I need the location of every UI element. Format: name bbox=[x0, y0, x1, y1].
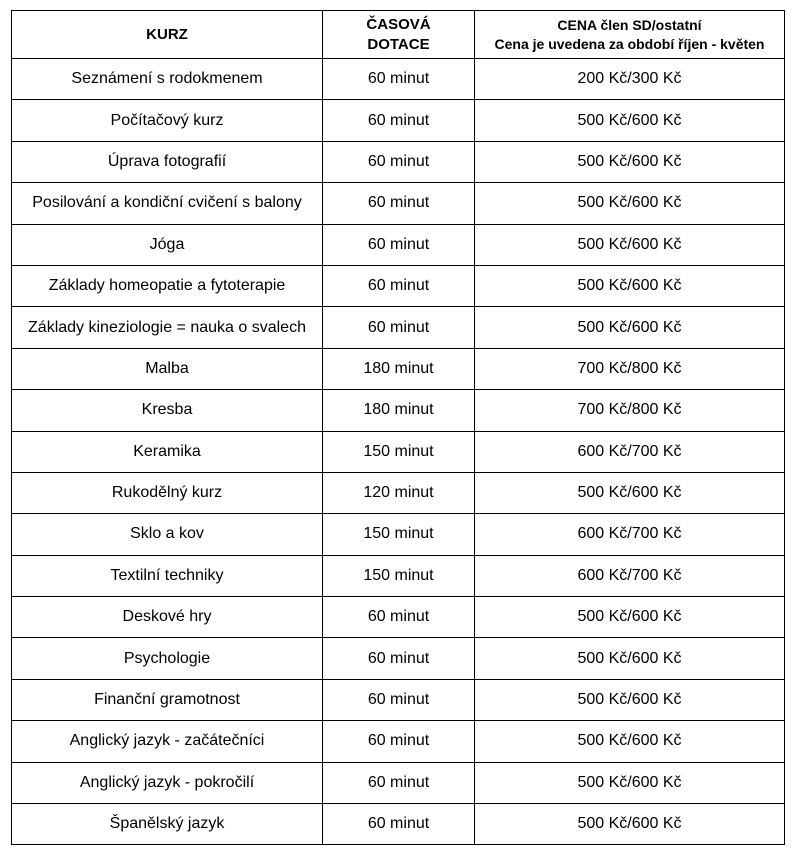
course-name-cell: Seznámení s rodokmenem bbox=[12, 59, 323, 100]
course-name-cell: Sklo a kov bbox=[12, 514, 323, 555]
price-cell: 500 Kč/600 Kč bbox=[475, 472, 785, 513]
table-row bbox=[12, 59, 785, 100]
course-name-cell: Kresba bbox=[12, 390, 323, 431]
duration-cell: 60 minut bbox=[323, 804, 475, 845]
price-cell: 500 Kč/600 Kč bbox=[475, 679, 785, 720]
table-row bbox=[12, 348, 785, 389]
price-cell: 200 Kč/300 Kč bbox=[475, 59, 785, 100]
table-row bbox=[12, 431, 785, 472]
duration-cell: 150 minut bbox=[323, 431, 475, 472]
duration-cell: 60 minut bbox=[323, 224, 475, 265]
header-duration-line1: ČASOVÁ bbox=[366, 15, 431, 33]
price-cell: 500 Kč/600 Kč bbox=[475, 762, 785, 803]
course-name-cell: Anglický jazyk - začátečníci bbox=[12, 721, 323, 762]
header-course bbox=[12, 11, 323, 59]
table-row bbox=[12, 224, 785, 265]
course-name-cell: Základy homeopatie a fytoterapie bbox=[12, 265, 323, 306]
course-name-cell: Textilní techniky bbox=[12, 555, 323, 596]
price-cell: 500 Kč/600 Kč bbox=[475, 224, 785, 265]
price-cell: 500 Kč/600 Kč bbox=[475, 721, 785, 762]
price-cell: 700 Kč/800 Kč bbox=[475, 390, 785, 431]
duration-cell: 150 minut bbox=[323, 555, 475, 596]
table-row bbox=[12, 183, 785, 224]
duration-cell: 180 minut bbox=[323, 390, 475, 431]
course-name-cell: Rukodělný kurz bbox=[12, 472, 323, 513]
duration-cell: 60 minut bbox=[323, 100, 475, 141]
duration-cell: 60 minut bbox=[323, 762, 475, 803]
header-price-line1: CENA člen SD/ostatní bbox=[557, 16, 702, 33]
course-name-cell: Úprava fotografií bbox=[12, 141, 323, 182]
header-duration bbox=[323, 11, 475, 59]
price-cell: 500 Kč/600 Kč bbox=[475, 307, 785, 348]
table-row bbox=[12, 555, 785, 596]
course-name-cell: Finanční gramotnost bbox=[12, 679, 323, 720]
table-row bbox=[12, 638, 785, 679]
table-row bbox=[12, 100, 785, 141]
course-name-cell: Posilování a kondiční cvičení s balony bbox=[12, 183, 323, 224]
course-name-cell: Psychologie bbox=[12, 638, 323, 679]
price-cell: 500 Kč/600 Kč bbox=[475, 265, 785, 306]
duration-cell: 60 minut bbox=[323, 141, 475, 182]
price-cell: 600 Kč/700 Kč bbox=[475, 514, 785, 555]
course-name-cell: Základy kineziologie = nauka o svalech bbox=[12, 307, 323, 348]
duration-cell: 60 minut bbox=[323, 597, 475, 638]
price-cell: 500 Kč/600 Kč bbox=[475, 804, 785, 845]
course-name-cell: Španělský jazyk bbox=[12, 804, 323, 845]
table-row bbox=[12, 307, 785, 348]
header-course-label: KURZ bbox=[146, 25, 188, 43]
duration-cell: 60 minut bbox=[323, 721, 475, 762]
table-body bbox=[12, 59, 785, 845]
course-price-table bbox=[11, 10, 785, 845]
header-price-line2: Cena je uvedena za období říjen - květen bbox=[494, 35, 765, 52]
price-cell: 500 Kč/600 Kč bbox=[475, 597, 785, 638]
course-name-cell: Anglický jazyk - pokročilí bbox=[12, 762, 323, 803]
price-cell: 500 Kč/600 Kč bbox=[475, 100, 785, 141]
table-row bbox=[12, 514, 785, 555]
duration-cell: 180 minut bbox=[323, 348, 475, 389]
duration-cell: 60 minut bbox=[323, 679, 475, 720]
table-row bbox=[12, 762, 785, 803]
duration-cell: 60 minut bbox=[323, 265, 475, 306]
price-cell: 600 Kč/700 Kč bbox=[475, 555, 785, 596]
duration-cell: 60 minut bbox=[323, 638, 475, 679]
table-row bbox=[12, 472, 785, 513]
price-cell: 700 Kč/800 Kč bbox=[475, 348, 785, 389]
header-row bbox=[12, 11, 785, 59]
table-row bbox=[12, 390, 785, 431]
table-row bbox=[12, 679, 785, 720]
course-name-cell: Keramika bbox=[12, 431, 323, 472]
duration-cell: 120 minut bbox=[323, 472, 475, 513]
course-name-cell: Jóga bbox=[12, 224, 323, 265]
table-header bbox=[12, 11, 785, 59]
table-row bbox=[12, 141, 785, 182]
table-row bbox=[12, 265, 785, 306]
table-row bbox=[12, 597, 785, 638]
course-name-cell: Počítačový kurz bbox=[12, 100, 323, 141]
duration-cell: 60 minut bbox=[323, 183, 475, 224]
table-row bbox=[12, 721, 785, 762]
price-cell: 500 Kč/600 Kč bbox=[475, 141, 785, 182]
course-name-cell: Deskové hry bbox=[12, 597, 323, 638]
price-cell: 500 Kč/600 Kč bbox=[475, 183, 785, 224]
header-duration-line2: DOTACE bbox=[367, 35, 430, 53]
price-cell: 500 Kč/600 Kč bbox=[475, 638, 785, 679]
table-row bbox=[12, 804, 785, 845]
duration-cell: 60 minut bbox=[323, 307, 475, 348]
course-name-cell: Malba bbox=[12, 348, 323, 389]
header-price bbox=[475, 11, 785, 59]
duration-cell: 60 minut bbox=[323, 59, 475, 100]
price-cell: 600 Kč/700 Kč bbox=[475, 431, 785, 472]
duration-cell: 150 minut bbox=[323, 514, 475, 555]
